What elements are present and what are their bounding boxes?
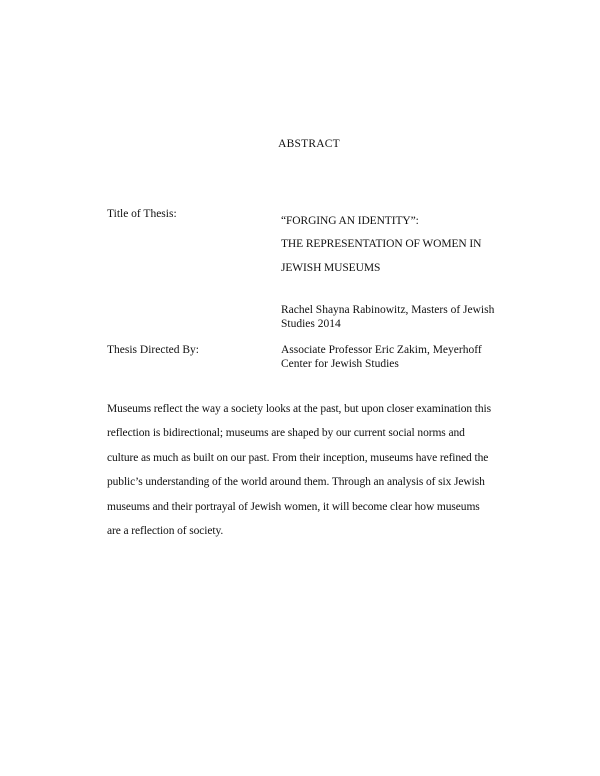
director-line-2: Center for Jewish Studies xyxy=(281,358,399,370)
director-line-1: Associate Professor Eric Zakim, Meyerhoff xyxy=(281,344,482,356)
abstract-line: culture as much as built on our past. From their inception, museums have refined the xyxy=(107,451,489,464)
abstract-line: museums and their portrayal of Jewish women, it will become clear how museums xyxy=(107,500,480,513)
author-line-2: Studies 2014 xyxy=(281,318,341,330)
abstract-line: are a reflection of society. xyxy=(107,525,224,538)
thesis-title-line-3: JEWISH MUSEUMS xyxy=(281,262,381,274)
thesis-title-line-1: “FORGING AN IDENTITY”: xyxy=(281,215,419,227)
author-line-1: Rachel Shayna Rabinowitz, Masters of Jewish xyxy=(281,304,495,316)
abstract-line: Museums reflect the way a society looks at the past, but upon closer examination this xyxy=(107,403,492,415)
abstract-line: reflection is bidirectional; museums are shaped by our current social norms and xyxy=(107,427,465,440)
thesis-directed-by-label: Thesis Directed By: xyxy=(107,344,199,356)
abstract-body xyxy=(107,397,527,543)
thesis-title-line-2: THE REPRESENTATION OF WOMEN IN xyxy=(281,238,482,250)
page-heading: ABSTRACT xyxy=(278,138,340,150)
title-of-thesis-label: Title of Thesis: xyxy=(107,208,177,220)
abstract-line: public’s understanding of the world around them. Through an analysis of six Jewish xyxy=(107,476,485,489)
